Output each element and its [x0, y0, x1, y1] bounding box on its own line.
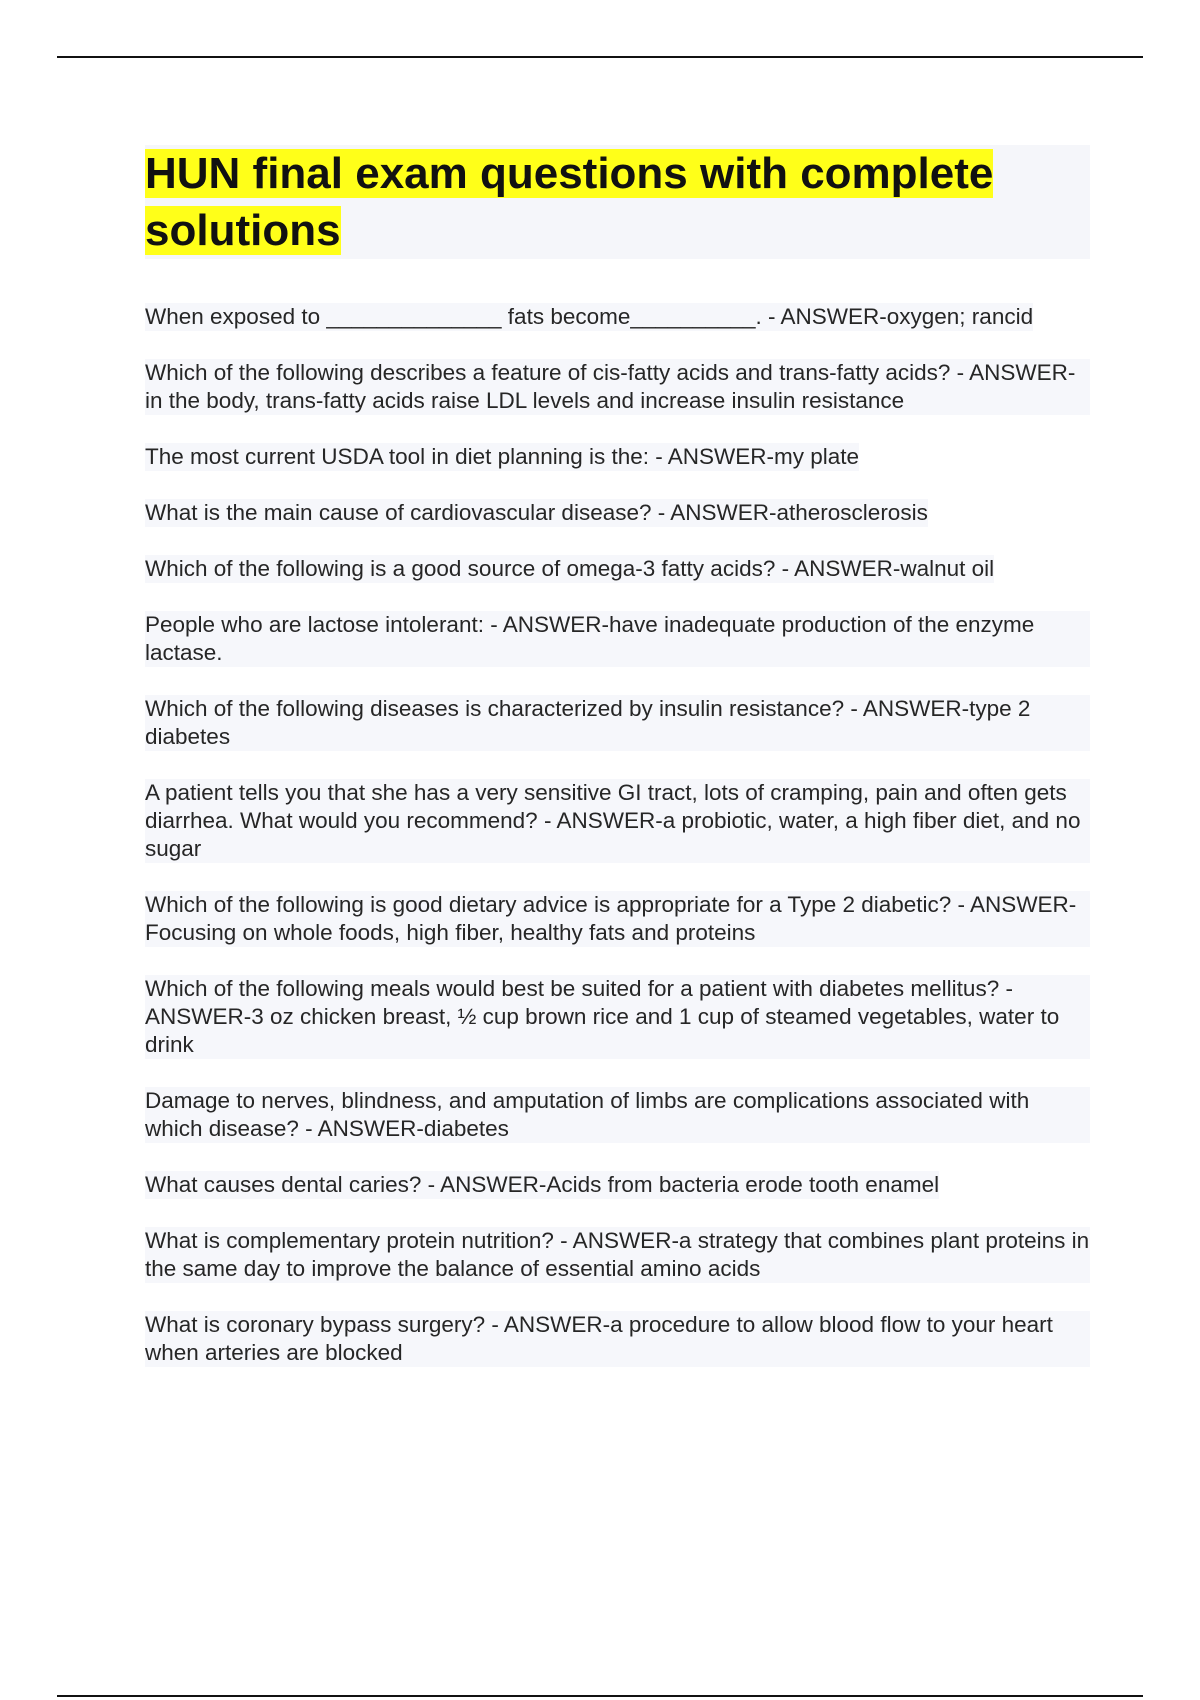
title-block — [145, 145, 1090, 259]
qa-item: What causes dental caries? - ANSWER-Acids from bacteria erode tooth enamel — [145, 1172, 940, 1197]
document-title — [145, 145, 1090, 259]
qa-item: Which of the following is a good source of omega-3 fatty acids? - ANSWER-walnut oil — [145, 556, 995, 581]
document-body — [145, 145, 1090, 1395]
qa-item: What is the main cause of cardiovascular disease? - ANSWER-atherosclerosis — [145, 500, 928, 525]
qa-item: Damage to nerves, blindness, and amputation of limbs are complications associated with which disease? - ANSWER-diabetes — [145, 1087, 1090, 1143]
qa-item: When exposed to ______________ fats become__________. - ANSWER-oxygen; rancid — [145, 304, 1034, 329]
bottom-rule — [57, 1695, 1143, 1697]
qa-item: A patient tells you that she has a very sensitive GI tract, lots of cramping, pain and often gets diarrhea. What would you recommend? - ANSWER-a probiotic, water, a high fiber diet, and no sugar — [145, 779, 1090, 863]
qa-list — [145, 303, 1090, 1367]
qa-item: Which of the following is good dietary advice is appropriate for a Type 2 diabetic? - ANSWER-Focusing on whole foods, high fiber, healthy fats and proteins — [145, 891, 1090, 947]
qa-item: Which of the following diseases is characterized by insulin resistance? - ANSWER-type 2 diabetes — [145, 695, 1090, 751]
top-rule — [57, 56, 1143, 58]
qa-item: What is complementary protein nutrition? - ANSWER-a strategy that combines plant proteins in the same day to improve the balance of essential amino acids — [145, 1228, 1090, 1281]
qa-item: Which of the following meals would best be suited for a patient with diabetes mellitus? - ANSWER-3 oz chicken breast, ½ cup brown rice and 1 cup of steamed vegetables, water to drink — [145, 975, 1090, 1059]
qa-item: What is coronary bypass surgery? - ANSWER-a procedure to allow blood flow to your heart when arteries are blocked — [145, 1311, 1090, 1367]
qa-item: Which of the following describes a feature of cis-fatty acids and trans-fatty acids? - ANSWER-in the body, trans-fatty acids raise LDL levels and increase insulin resistance — [145, 359, 1090, 415]
qa-item: People who are lactose intolerant: - ANSWER-have inadequate production of the enzyme lactase. — [145, 611, 1090, 667]
qa-item: The most current USDA tool in diet planning is the: - ANSWER-my plate — [145, 444, 860, 469]
title-highlight: HUN final exam questions with complete solutions — [145, 149, 994, 255]
